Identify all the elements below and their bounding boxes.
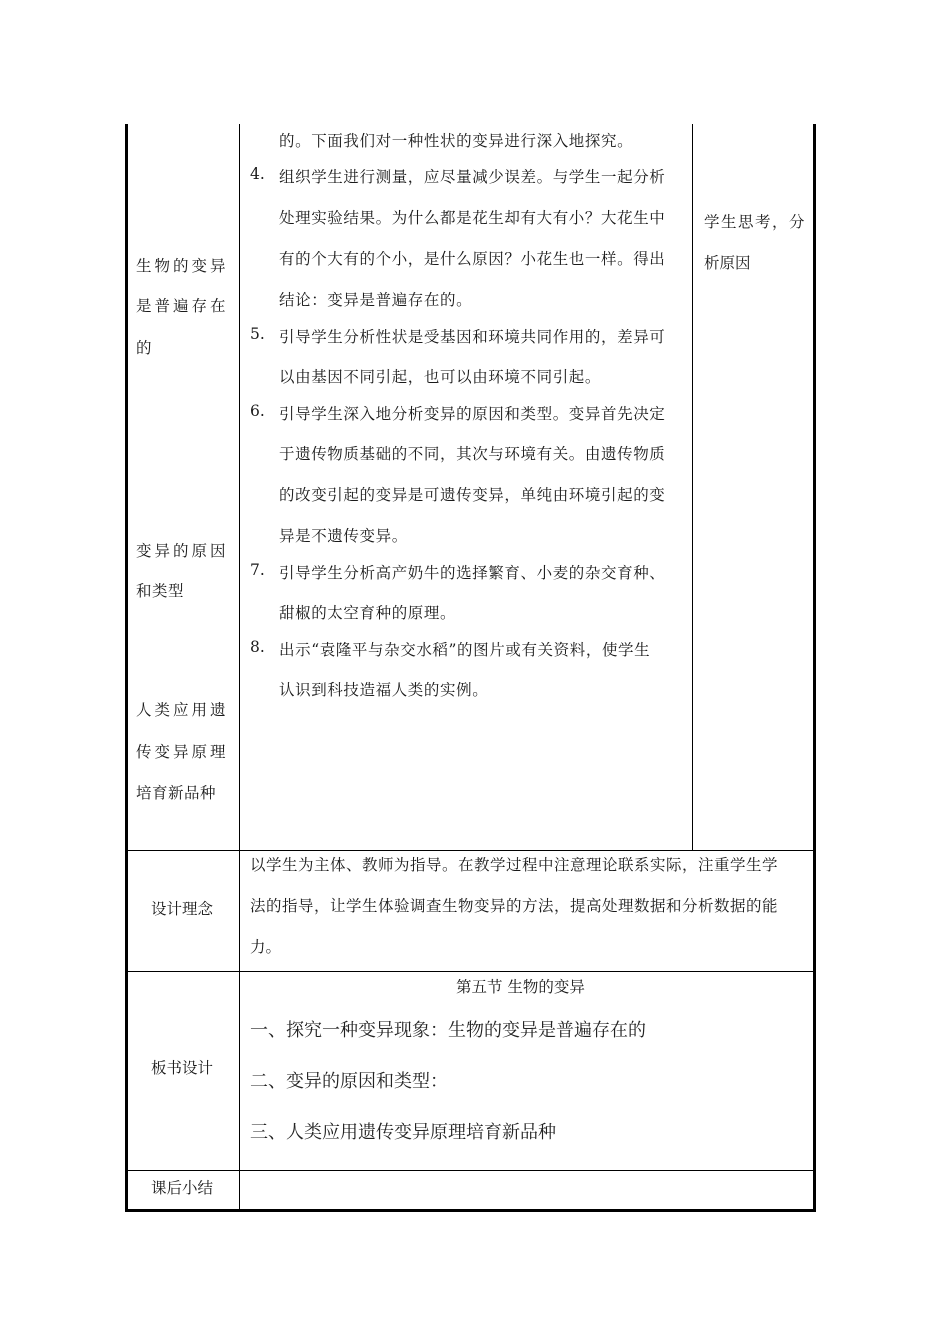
table-col-divider-1: [239, 124, 240, 1210]
item-number: 5.: [250, 325, 265, 343]
section-label-line: 是普遍存在: [136, 297, 229, 315]
design-concept-line: 力。: [250, 938, 282, 956]
content-line: 有的个大有的个小，是什么原因？小花生也一样。得出: [279, 250, 666, 268]
table-border-right: [813, 124, 816, 1212]
content-line: 组织学生进行测量，应尽量减少误差。与学生一起分析: [279, 168, 666, 186]
board-title: 第五节 生物的变异: [456, 978, 585, 996]
section-label-line: 传变异原理: [136, 743, 229, 761]
design-concept-line: 法的指导，让学生体验调查生物变异的方法，提高处理数据和分析数据的能: [250, 897, 779, 915]
board-line: 一、探究一种变异现象：生物的变异是普遍存在的: [250, 1020, 646, 1041]
board-line: 三、人类应用遗传变异原理培育新品种: [250, 1122, 556, 1143]
section-label-line: 的: [136, 339, 155, 357]
student-activity-line: 学生思考，分: [704, 213, 807, 231]
content-line: 以由基因不同引起，也可以由环境不同引起。: [279, 368, 602, 386]
section-label-line: 培育新品种: [136, 784, 217, 802]
table-border-left: [125, 124, 128, 1212]
content-line: 的。下面我们对一种性状的变异进行深入地探究。: [279, 132, 634, 150]
content-line: 异是不遗传变异。: [279, 527, 408, 545]
item-number: 8.: [250, 638, 265, 656]
table-col-divider-2: [692, 124, 693, 850]
section-label-line: 和类型: [136, 582, 185, 600]
section-label-line: 生物的变异: [136, 257, 229, 275]
content-line: 结论：变异是普遍存在的。: [279, 291, 473, 309]
item-number: 6.: [250, 402, 265, 420]
table-row-divider-1: [127, 850, 814, 851]
content-line: 甜椒的太空育种的原理。: [279, 604, 457, 622]
student-activity-line: 析原因: [704, 254, 751, 272]
section-label-line: 变异的原因: [136, 542, 229, 560]
item-number: 4.: [250, 165, 265, 183]
content-line: 认识到科技造福人类的实例。: [279, 681, 489, 699]
content-line: 引导学生深入地分析变异的原因和类型。变异首先决定: [279, 405, 666, 423]
table-border-bottom: [125, 1209, 816, 1212]
section-label-line: 人类应用遗: [136, 701, 229, 719]
content-line: 引导学生分析性状是受基因和环境共同作用的，差异可: [279, 328, 666, 346]
board-design-label: 板书设计: [151, 1059, 214, 1077]
content-line: 的改变引起的变异是可遗传变异，单纯由环境引起的变: [279, 486, 666, 504]
table-row-divider-3: [127, 1170, 814, 1171]
content-line: 处理实验结果。为什么都是花生却有大有小？大花生中: [279, 209, 666, 227]
design-concept-line: 以学生为主体、教师为指导。在教学过程中注意理论联系实际，注重学生学: [250, 856, 779, 874]
content-line: 于遗传物质基础的不同，其次与环境有关。由遗传物质: [279, 445, 666, 463]
board-line: 二、变异的原因和类型：: [250, 1071, 448, 1092]
summary-label: 课后小结: [151, 1179, 214, 1197]
table-row-divider-2: [127, 971, 814, 972]
item-number: 7.: [250, 561, 265, 579]
design-concept-label: 设计理念: [151, 900, 214, 918]
content-line: 出示“袁隆平与杂交水稻”的图片或有关资料，使学生: [279, 641, 651, 659]
content-line: 引导学生分析高产奶牛的选择繁育、小麦的杂交育种、: [279, 564, 666, 582]
